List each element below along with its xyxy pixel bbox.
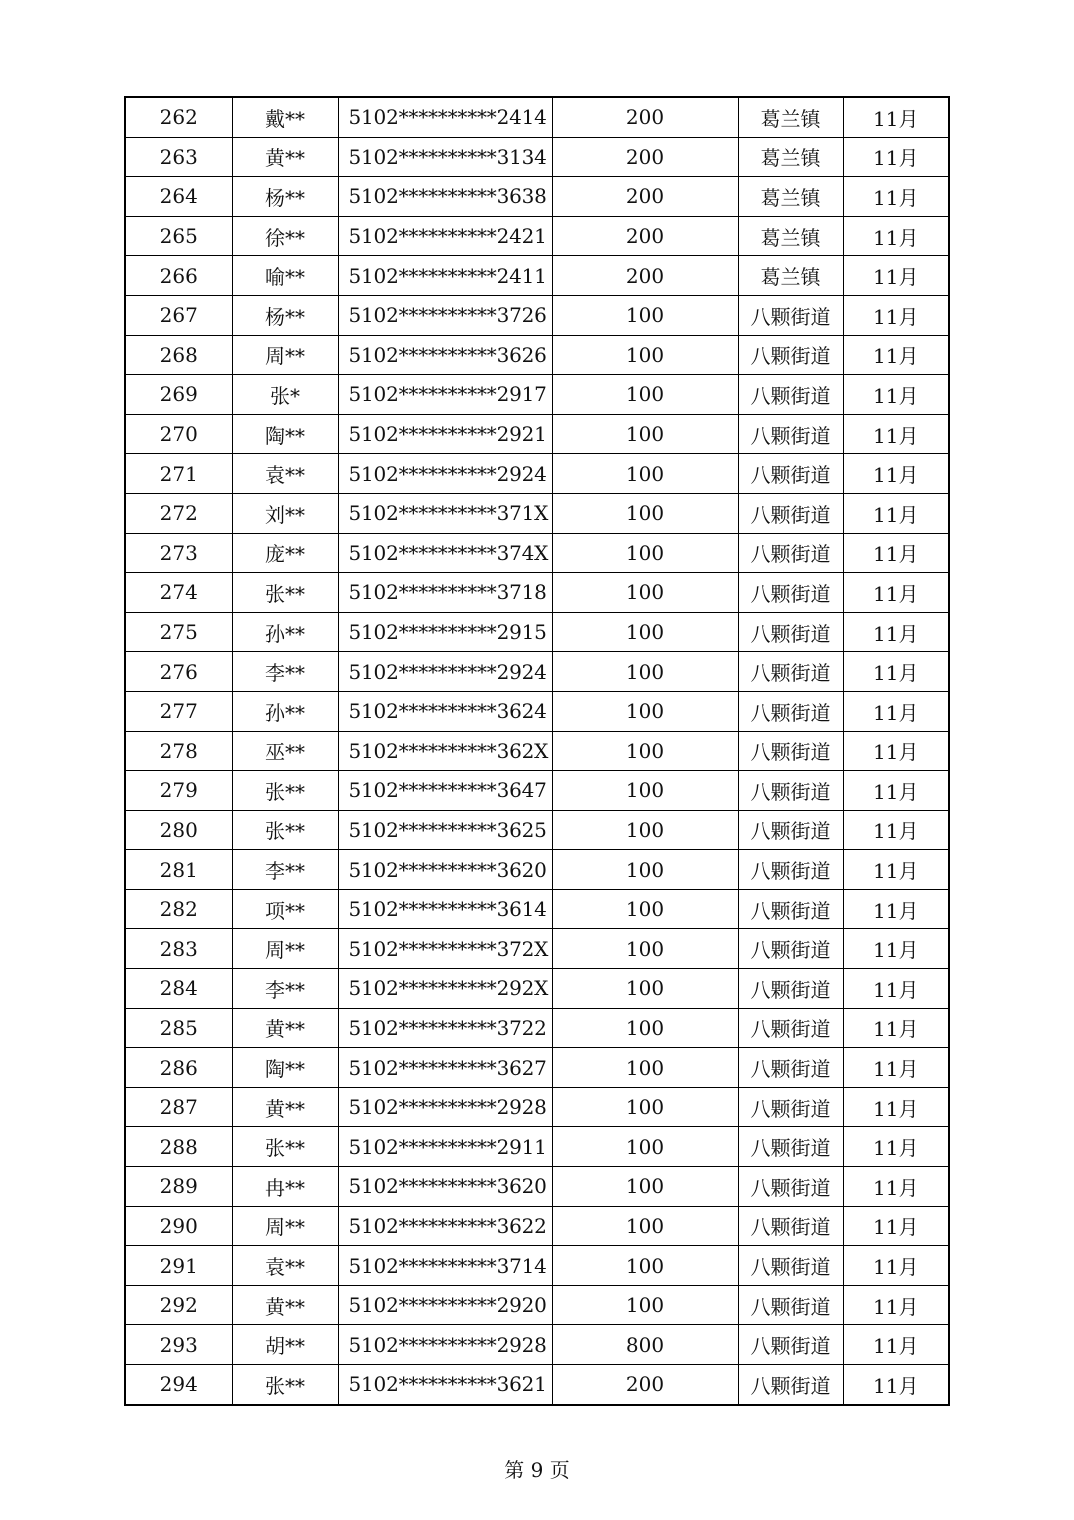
cell-area: 葛兰镇 xyxy=(738,97,843,137)
cell-amount: 100 xyxy=(552,454,738,494)
table-row xyxy=(125,493,949,533)
cell-serial-number: 274 xyxy=(125,573,232,613)
table-row xyxy=(125,1167,949,1207)
cell-name: 杨** xyxy=(232,295,338,335)
cell-name: 袁** xyxy=(232,1246,338,1286)
cell-name: 刘** xyxy=(232,493,338,533)
cell-area: 八颗街道 xyxy=(738,454,843,494)
cell-amount: 200 xyxy=(552,97,738,137)
table-row xyxy=(125,177,949,217)
cell-month: 11月 xyxy=(843,1246,949,1286)
cell-month: 11月 xyxy=(843,137,949,177)
cell-month: 11月 xyxy=(843,97,949,137)
cell-serial-number: 293 xyxy=(125,1325,232,1365)
table-row xyxy=(125,573,949,613)
cell-id-number: 5102**********292X xyxy=(338,969,552,1009)
table-row xyxy=(125,533,949,573)
table-row xyxy=(125,1048,949,1088)
cell-id-number: 5102**********3614 xyxy=(338,889,552,929)
cell-area: 八颗街道 xyxy=(738,1206,843,1246)
cell-amount: 100 xyxy=(552,691,738,731)
cell-name: 陶** xyxy=(232,1048,338,1088)
cell-month: 11月 xyxy=(843,1167,949,1207)
cell-month: 11月 xyxy=(843,1365,949,1405)
table-row xyxy=(125,335,949,375)
cell-amount: 100 xyxy=(552,533,738,573)
cell-month: 11月 xyxy=(843,1008,949,1048)
table-row xyxy=(125,969,949,1009)
cell-area: 八颗街道 xyxy=(738,771,843,811)
cell-serial-number: 284 xyxy=(125,969,232,1009)
cell-area: 八颗街道 xyxy=(738,850,843,890)
page-number: 第 9 页 xyxy=(504,1458,570,1482)
cell-area: 八颗街道 xyxy=(738,1167,843,1207)
cell-month: 11月 xyxy=(843,295,949,335)
cell-amount: 100 xyxy=(552,295,738,335)
cell-month: 11月 xyxy=(843,889,949,929)
table-row xyxy=(125,612,949,652)
cell-name: 孙** xyxy=(232,691,338,731)
cell-id-number: 5102**********371X xyxy=(338,493,552,533)
cell-id-number: 5102**********362X xyxy=(338,731,552,771)
table-row xyxy=(125,850,949,890)
cell-month: 11月 xyxy=(843,1325,949,1365)
cell-area: 八颗街道 xyxy=(738,295,843,335)
cell-serial-number: 276 xyxy=(125,652,232,692)
cell-serial-number: 279 xyxy=(125,771,232,811)
cell-serial-number: 266 xyxy=(125,256,232,296)
cell-serial-number: 291 xyxy=(125,1246,232,1286)
cell-id-number: 5102**********3626 xyxy=(338,335,552,375)
cell-serial-number: 275 xyxy=(125,612,232,652)
cell-month: 11月 xyxy=(843,929,949,969)
cell-id-number: 5102**********2421 xyxy=(338,216,552,256)
cell-area: 八颗街道 xyxy=(738,1008,843,1048)
cell-amount: 100 xyxy=(552,889,738,929)
table-body xyxy=(125,97,949,1405)
cell-id-number: 5102**********2928 xyxy=(338,1087,552,1127)
table-row xyxy=(125,929,949,969)
cell-amount: 100 xyxy=(552,1285,738,1325)
cell-amount: 100 xyxy=(552,335,738,375)
cell-area: 八颗街道 xyxy=(738,929,843,969)
cell-name: 黄** xyxy=(232,1087,338,1127)
cell-name: 李** xyxy=(232,652,338,692)
table-row xyxy=(125,652,949,692)
cell-name: 张** xyxy=(232,771,338,811)
table-row xyxy=(125,771,949,811)
cell-serial-number: 290 xyxy=(125,1206,232,1246)
cell-id-number: 5102**********2921 xyxy=(338,414,552,454)
table-row xyxy=(125,889,949,929)
cell-name: 周** xyxy=(232,929,338,969)
cell-serial-number: 289 xyxy=(125,1167,232,1207)
table-row xyxy=(125,731,949,771)
table-row xyxy=(125,1285,949,1325)
cell-area: 八颗街道 xyxy=(738,1246,843,1286)
cell-month: 11月 xyxy=(843,216,949,256)
cell-amount: 800 xyxy=(552,1325,738,1365)
cell-name: 喻** xyxy=(232,256,338,296)
cell-id-number: 5102**********374X xyxy=(338,533,552,573)
cell-month: 11月 xyxy=(843,1285,949,1325)
cell-name: 孙** xyxy=(232,612,338,652)
cell-serial-number: 282 xyxy=(125,889,232,929)
cell-name: 张* xyxy=(232,375,338,415)
cell-serial-number: 277 xyxy=(125,691,232,731)
table-row xyxy=(125,137,949,177)
cell-area: 葛兰镇 xyxy=(738,216,843,256)
cell-area: 八颗街道 xyxy=(738,889,843,929)
cell-name: 周** xyxy=(232,335,338,375)
cell-amount: 100 xyxy=(552,1008,738,1048)
cell-amount: 100 xyxy=(552,810,738,850)
cell-area: 八颗街道 xyxy=(738,731,843,771)
cell-serial-number: 272 xyxy=(125,493,232,533)
cell-area: 八颗街道 xyxy=(738,414,843,454)
cell-id-number: 5102**********3625 xyxy=(338,810,552,850)
cell-id-number: 5102**********3722 xyxy=(338,1008,552,1048)
table-row xyxy=(125,1365,949,1405)
cell-name: 戴** xyxy=(232,97,338,137)
cell-serial-number: 292 xyxy=(125,1285,232,1325)
table-row xyxy=(125,1325,949,1365)
cell-id-number: 5102**********2414 xyxy=(338,97,552,137)
cell-amount: 100 xyxy=(552,1048,738,1088)
cell-area: 八颗街道 xyxy=(738,810,843,850)
cell-serial-number: 268 xyxy=(125,335,232,375)
cell-id-number: 5102**********3627 xyxy=(338,1048,552,1088)
cell-month: 11月 xyxy=(843,256,949,296)
cell-area: 八颗街道 xyxy=(738,375,843,415)
cell-month: 11月 xyxy=(843,1087,949,1127)
cell-month: 11月 xyxy=(843,533,949,573)
cell-area: 葛兰镇 xyxy=(738,256,843,296)
cell-name: 项** xyxy=(232,889,338,929)
cell-id-number: 5102**********3714 xyxy=(338,1246,552,1286)
cell-amount: 100 xyxy=(552,1206,738,1246)
cell-id-number: 5102**********3726 xyxy=(338,295,552,335)
cell-amount: 100 xyxy=(552,929,738,969)
cell-amount: 100 xyxy=(552,414,738,454)
cell-name: 李** xyxy=(232,969,338,1009)
table-row xyxy=(125,295,949,335)
cell-id-number: 5102**********2915 xyxy=(338,612,552,652)
cell-id-number: 5102**********3624 xyxy=(338,691,552,731)
cell-amount: 200 xyxy=(552,216,738,256)
cell-name: 张** xyxy=(232,810,338,850)
cell-amount: 100 xyxy=(552,850,738,890)
cell-id-number: 5102**********2924 xyxy=(338,454,552,494)
cell-area: 八颗街道 xyxy=(738,1127,843,1167)
cell-name: 黄** xyxy=(232,137,338,177)
table-row xyxy=(125,691,949,731)
cell-name: 冉** xyxy=(232,1167,338,1207)
cell-month: 11月 xyxy=(843,771,949,811)
cell-month: 11月 xyxy=(843,573,949,613)
cell-month: 11月 xyxy=(843,612,949,652)
table-row xyxy=(125,97,949,137)
cell-month: 11月 xyxy=(843,375,949,415)
cell-month: 11月 xyxy=(843,414,949,454)
cell-serial-number: 265 xyxy=(125,216,232,256)
cell-serial-number: 294 xyxy=(125,1365,232,1405)
cell-area: 八颗街道 xyxy=(738,652,843,692)
cell-id-number: 5102**********2917 xyxy=(338,375,552,415)
cell-id-number: 5102**********3718 xyxy=(338,573,552,613)
cell-id-number: 5102**********372X xyxy=(338,929,552,969)
cell-id-number: 5102**********2411 xyxy=(338,256,552,296)
cell-amount: 100 xyxy=(552,1127,738,1167)
cell-serial-number: 264 xyxy=(125,177,232,217)
cell-amount: 200 xyxy=(552,1365,738,1405)
cell-amount: 200 xyxy=(552,137,738,177)
cell-id-number: 5102**********2924 xyxy=(338,652,552,692)
cell-month: 11月 xyxy=(843,335,949,375)
cell-amount: 100 xyxy=(552,375,738,415)
cell-month: 11月 xyxy=(843,454,949,494)
table-row xyxy=(125,414,949,454)
table-row xyxy=(125,1206,949,1246)
cell-area: 八颗街道 xyxy=(738,573,843,613)
cell-area: 八颗街道 xyxy=(738,691,843,731)
cell-serial-number: 270 xyxy=(125,414,232,454)
cell-area: 葛兰镇 xyxy=(738,177,843,217)
cell-serial-number: 262 xyxy=(125,97,232,137)
cell-id-number: 5102**********3620 xyxy=(338,850,552,890)
cell-serial-number: 271 xyxy=(125,454,232,494)
cell-name: 陶** xyxy=(232,414,338,454)
cell-amount: 100 xyxy=(552,1246,738,1286)
table-row xyxy=(125,1087,949,1127)
cell-id-number: 5102**********3622 xyxy=(338,1206,552,1246)
cell-amount: 100 xyxy=(552,1167,738,1207)
cell-name: 黄** xyxy=(232,1008,338,1048)
cell-month: 11月 xyxy=(843,177,949,217)
cell-area: 八颗街道 xyxy=(738,493,843,533)
cell-month: 11月 xyxy=(843,691,949,731)
table-row xyxy=(125,1246,949,1286)
cell-amount: 100 xyxy=(552,731,738,771)
cell-id-number: 5102**********3621 xyxy=(338,1365,552,1405)
cell-name: 庞** xyxy=(232,533,338,573)
cell-serial-number: 267 xyxy=(125,295,232,335)
cell-serial-number: 263 xyxy=(125,137,232,177)
cell-month: 11月 xyxy=(843,969,949,1009)
cell-serial-number: 287 xyxy=(125,1087,232,1127)
cell-area: 八颗街道 xyxy=(738,1285,843,1325)
cell-month: 11月 xyxy=(843,810,949,850)
cell-serial-number: 278 xyxy=(125,731,232,771)
table-row xyxy=(125,810,949,850)
cell-area: 八颗街道 xyxy=(738,1365,843,1405)
table-row xyxy=(125,1127,949,1167)
cell-serial-number: 285 xyxy=(125,1008,232,1048)
cell-amount: 200 xyxy=(552,177,738,217)
cell-serial-number: 269 xyxy=(125,375,232,415)
cell-id-number: 5102**********3134 xyxy=(338,137,552,177)
cell-serial-number: 273 xyxy=(125,533,232,573)
cell-area: 八颗街道 xyxy=(738,1325,843,1365)
table-row xyxy=(125,1008,949,1048)
cell-amount: 100 xyxy=(552,652,738,692)
cell-serial-number: 280 xyxy=(125,810,232,850)
cell-amount: 100 xyxy=(552,969,738,1009)
cell-id-number: 5102**********3647 xyxy=(338,771,552,811)
cell-amount: 100 xyxy=(552,493,738,533)
table-row xyxy=(125,256,949,296)
cell-area: 八颗街道 xyxy=(738,1048,843,1088)
cell-area: 八颗街道 xyxy=(738,612,843,652)
cell-serial-number: 281 xyxy=(125,850,232,890)
cell-id-number: 5102**********3638 xyxy=(338,177,552,217)
cell-area: 八颗街道 xyxy=(738,969,843,1009)
cell-month: 11月 xyxy=(843,1206,949,1246)
table-row xyxy=(125,216,949,256)
cell-name: 杨** xyxy=(232,177,338,217)
cell-serial-number: 283 xyxy=(125,929,232,969)
cell-name: 李** xyxy=(232,850,338,890)
cell-name: 周** xyxy=(232,1206,338,1246)
cell-name: 巫** xyxy=(232,731,338,771)
cell-name: 张** xyxy=(232,1365,338,1405)
cell-id-number: 5102**********3620 xyxy=(338,1167,552,1207)
cell-serial-number: 286 xyxy=(125,1048,232,1088)
subsidy-list-table xyxy=(124,96,950,1406)
cell-area: 八颗街道 xyxy=(738,335,843,375)
cell-serial-number: 288 xyxy=(125,1127,232,1167)
cell-name: 徐** xyxy=(232,216,338,256)
cell-month: 11月 xyxy=(843,493,949,533)
cell-month: 11月 xyxy=(843,1048,949,1088)
cell-area: 八颗街道 xyxy=(738,1087,843,1127)
cell-area: 八颗街道 xyxy=(738,533,843,573)
cell-name: 袁** xyxy=(232,454,338,494)
cell-month: 11月 xyxy=(843,850,949,890)
cell-amount: 100 xyxy=(552,1087,738,1127)
cell-month: 11月 xyxy=(843,731,949,771)
cell-name: 黄** xyxy=(232,1285,338,1325)
cell-amount: 200 xyxy=(552,256,738,296)
cell-id-number: 5102**********2920 xyxy=(338,1285,552,1325)
cell-amount: 100 xyxy=(552,612,738,652)
table-row xyxy=(125,454,949,494)
cell-month: 11月 xyxy=(843,1127,949,1167)
cell-name: 胡** xyxy=(232,1325,338,1365)
cell-amount: 100 xyxy=(552,573,738,613)
cell-area: 葛兰镇 xyxy=(738,137,843,177)
cell-amount: 100 xyxy=(552,771,738,811)
cell-name: 张** xyxy=(232,1127,338,1167)
cell-id-number: 5102**********2928 xyxy=(338,1325,552,1365)
cell-id-number: 5102**********2911 xyxy=(338,1127,552,1167)
table-row xyxy=(125,375,949,415)
cell-month: 11月 xyxy=(843,652,949,692)
cell-name: 张** xyxy=(232,573,338,613)
